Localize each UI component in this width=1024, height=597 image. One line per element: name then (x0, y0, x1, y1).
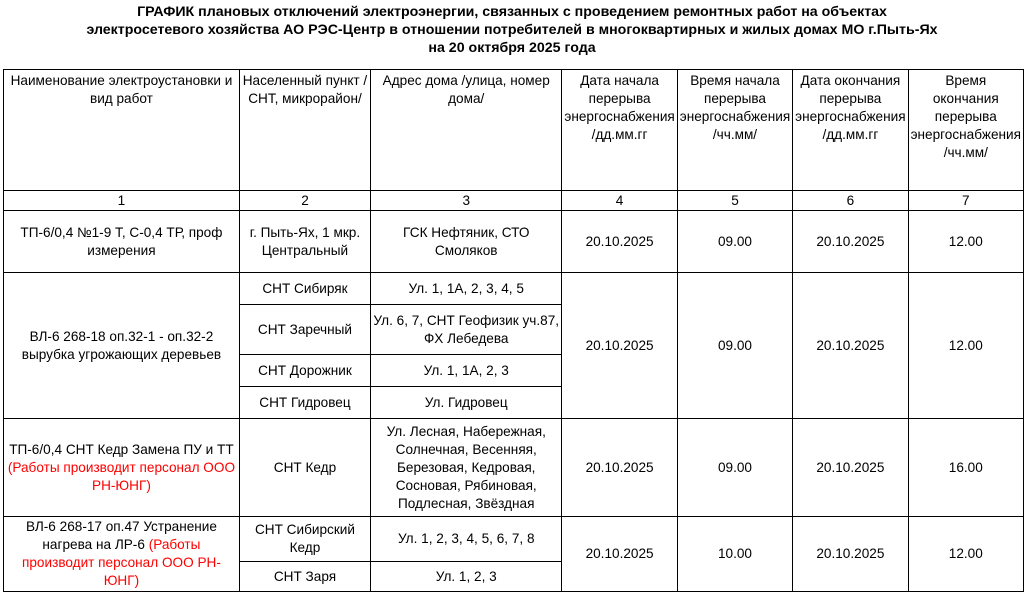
column-number-3[interactable]: 3 (371, 191, 562, 211)
time-end-cell[interactable]: 16.00 (908, 419, 1023, 517)
header-date-start[interactable]: Дата начала перерыва энергоснабжения /дд.мм.гг (562, 70, 677, 191)
date-end-cell[interactable]: 20.10.2025 (793, 211, 908, 273)
address-cell[interactable]: ГСК Нефтяник, СТО Смоляков (371, 211, 562, 273)
contractor-note: (Работы производит персонал ООО РН-ЮНГ) (22, 537, 221, 588)
header-work[interactable]: Наименование электроустановки и вид работ (4, 70, 240, 191)
address-cell[interactable]: Ул. Лесная, Набережная, Солнечная, Весенняя, Березовая, Кедровая, Сосновая, Рябиновая, Подлесная, Звёздная (371, 419, 562, 517)
address-cell[interactable]: Ул. 1, 1А, 2, 3 (371, 355, 562, 387)
header-time-end[interactable]: Время окончания перерыва энергоснабжения /чч.мм/ (908, 70, 1023, 191)
settlement-cell[interactable]: СНТ Сибирский Кедр (239, 517, 370, 562)
settlement-cell[interactable]: СНТ Дорожник (239, 355, 370, 387)
date-end-cell[interactable]: 20.10.2025 (793, 273, 908, 419)
date-start-cell[interactable]: 20.10.2025 (562, 273, 677, 419)
work-text: ТП-6/0,4 СНТ Кедр Замена ПУ и ТТ (9, 441, 234, 457)
settlement-cell[interactable]: СНТ Заречный (239, 305, 370, 355)
header-row (4, 70, 1024, 191)
contractor-note: (Работы производит персонал ООО РН-ЮНГ) (7, 459, 236, 493)
outage-schedule-table (3, 69, 1024, 592)
table-row (4, 211, 1024, 273)
date-start-cell[interactable]: 20.10.2025 (562, 419, 677, 517)
column-number-7[interactable]: 7 (908, 191, 1023, 211)
time-end-cell[interactable]: 12.00 (908, 211, 1023, 273)
header-time-start[interactable]: Время начала перерыва энергоснабжения /чч.мм/ (677, 70, 792, 191)
title-line-2: электросетевого хозяйства АО РЭС-Центр в отношении потребителей в многоквартирных и жилых домах МО г.Пыть-Ях (86, 22, 938, 38)
column-number-5[interactable]: 5 (677, 191, 792, 211)
date-start-cell[interactable]: 20.10.2025 (562, 517, 677, 592)
settlement-cell[interactable]: г. Пыть-Ях, 1 мкр. Центральный (239, 211, 370, 273)
work-text: ВЛ-6 268-17 оп.47 Устранение нагрева на ЛР-6 (25, 519, 217, 552)
header-settlement[interactable]: Населенный пункт /СНТ, микрорайон/ (239, 70, 370, 191)
date-start-cell[interactable]: 20.10.2025 (562, 211, 677, 273)
address-cell[interactable]: Ул. Гидровец (371, 387, 562, 419)
address-cell[interactable]: Ул. 1, 2, 3 (371, 562, 562, 592)
work-description-cell[interactable] (4, 419, 240, 517)
date-end-cell[interactable]: 20.10.2025 (793, 419, 908, 517)
settlement-cell[interactable]: СНТ Кедр (239, 419, 370, 517)
column-number-row (4, 191, 1024, 211)
time-end-cell[interactable]: 12.00 (908, 517, 1023, 592)
document-title (0, 3, 1024, 57)
table-row (4, 517, 1024, 562)
settlement-cell[interactable]: СНТ Заря (239, 562, 370, 592)
header-date-end[interactable]: Дата окончания перерыва энергоснабжения /дд.мм.гг (793, 70, 908, 191)
column-number-6[interactable]: 6 (793, 191, 908, 211)
time-start-cell[interactable]: 09.00 (677, 419, 792, 517)
table-row (4, 273, 1024, 305)
work-description-cell[interactable]: ТП-6/0,4 №1-9 Т, С-0,4 ТР, проф измерения (4, 211, 240, 273)
time-start-cell[interactable]: 09.00 (677, 273, 792, 419)
time-end-cell[interactable]: 12.00 (908, 273, 1023, 419)
address-cell[interactable]: Ул. 6, 7, СНТ Геофизик уч.87, ФХ Лебедева (371, 305, 562, 355)
settlement-cell[interactable]: СНТ Гидровец (239, 387, 370, 419)
time-start-cell[interactable]: 10.00 (677, 517, 792, 592)
column-number-1[interactable]: 1 (4, 191, 240, 211)
address-cell[interactable]: Ул. 1, 2, 3, 4, 5, 6, 7, 8 (371, 517, 562, 562)
column-number-4[interactable]: 4 (562, 191, 677, 211)
work-description-cell[interactable] (4, 517, 240, 592)
table-row (4, 419, 1024, 517)
time-start-cell[interactable]: 09.00 (677, 211, 792, 273)
column-number-2[interactable]: 2 (239, 191, 370, 211)
title-line-1: ГРАФИК плановых отключений электроэнергии, связанных с проведением ремонтных работ на объектах (137, 4, 887, 20)
address-cell[interactable]: Ул. 1, 1А, 2, 3, 4, 5 (371, 273, 562, 305)
title-line-3: на 20 октября 2025 года (428, 40, 596, 56)
work-description-cell[interactable]: ВЛ-6 268-18 оп.32-1 - оп.32-2 вырубка угрожающих деревьев (4, 273, 240, 419)
header-address[interactable]: Адрес дома /улица, номер дома/ (371, 70, 562, 191)
date-end-cell[interactable]: 20.10.2025 (793, 517, 908, 592)
settlement-cell[interactable]: СНТ Сибиряк (239, 273, 370, 305)
